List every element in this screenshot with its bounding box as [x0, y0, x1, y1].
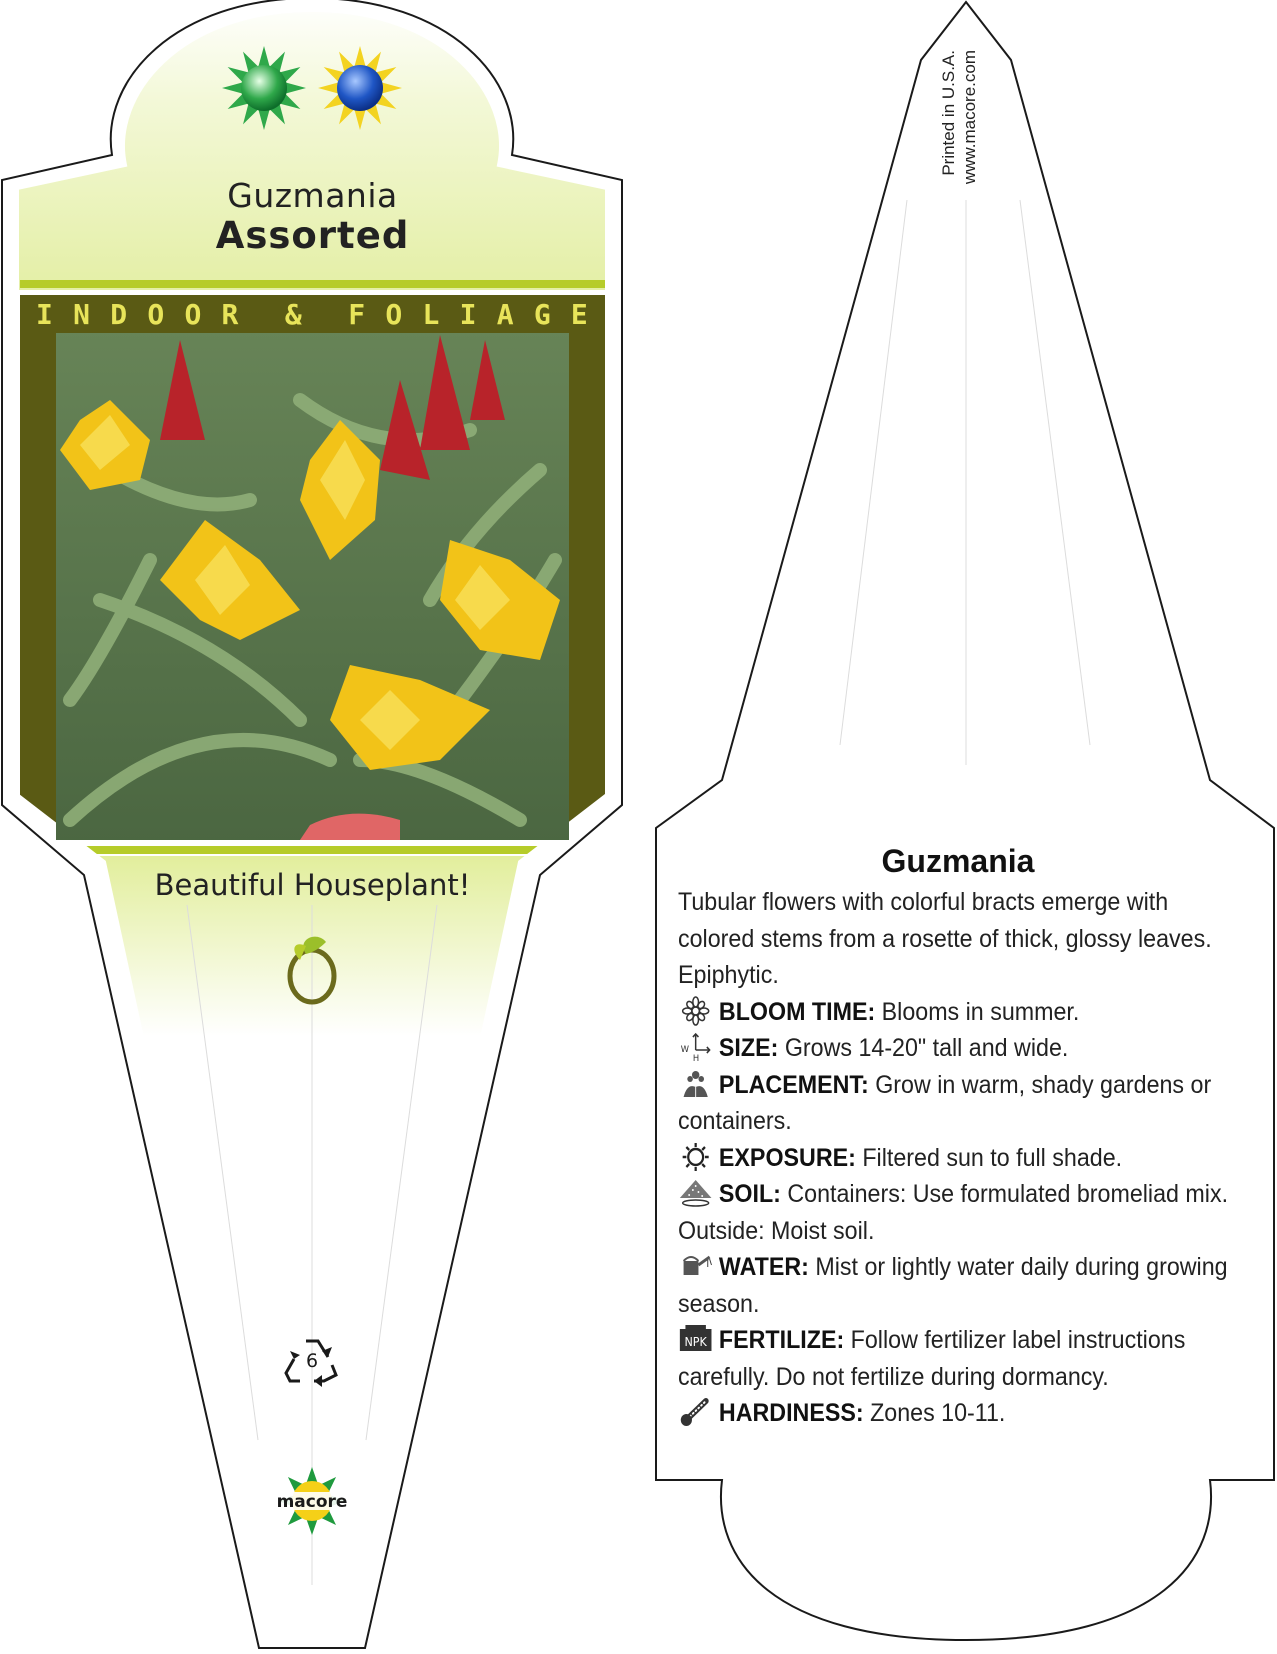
care-row-hardiness [678, 1395, 1236, 1432]
website-text: www.macore.com [960, 50, 979, 185]
plant-description: Tubular flowers with colorful bracts emerge with colored stems from a rosette of thick, glossy leaves. Epiphytic. [678, 888, 1212, 989]
category-letter: N [73, 297, 90, 331]
category-letter: I [36, 297, 53, 331]
care-label: WATER: [718, 1253, 809, 1281]
category-letter: R [221, 297, 239, 331]
care-value: Grow in warm, shady gardens or containers. [678, 1070, 1212, 1135]
care-value: Zones 10-11. [870, 1399, 1006, 1427]
care-value: Filtered sun to full shade. [862, 1143, 1123, 1172]
recycle-number: 6 [305, 1350, 319, 1372]
care-instructions [678, 843, 1238, 1432]
macore-logo [274, 1467, 350, 1535]
soil-icon [678, 1178, 713, 1208]
category-letter [322, 298, 328, 331]
category-letter: & [284, 297, 302, 331]
category-letter: I [459, 297, 477, 331]
flower-icon [678, 996, 713, 1026]
thermometer-icon [678, 1397, 713, 1427]
care-label: BLOOM TIME: [718, 997, 876, 1026]
care-row-placement [678, 1067, 1236, 1140]
care-text [678, 884, 1236, 1432]
care-value: Mist or lightly water daily during growing season. [678, 1253, 1228, 1318]
care-row-exposure [678, 1140, 1236, 1177]
care-value: Follow fertilizer label instructions carefully. Do not fertilize during dormancy. [678, 1326, 1186, 1391]
care-label: FERTILIZE: [718, 1326, 845, 1354]
care-label: PLACEMENT: [718, 1070, 869, 1099]
care-value: Containers: Use formulated bromeliad mix. Outside: Moist soil. [678, 1180, 1229, 1245]
placement-icon [678, 1069, 713, 1099]
category-letter: O [385, 297, 403, 331]
category-banner [22, 296, 602, 332]
care-value: Grows 14-20" tall and wide. [784, 1034, 1069, 1062]
category-letter: O [184, 297, 202, 331]
category-letter: F [348, 297, 366, 331]
tagline: Beautiful Houseplant! [154, 868, 471, 902]
care-row-bloom [678, 994, 1236, 1031]
category-letter: L [422, 297, 440, 331]
care-row-size [678, 1030, 1236, 1067]
category-letter: A [496, 297, 514, 331]
category-letter: G [533, 297, 551, 331]
plant-variety-title: Assorted [215, 214, 410, 257]
category-letter: O [147, 297, 165, 331]
plant-name-heading: Guzmania [881, 843, 1035, 879]
category-letter: D [110, 297, 128, 331]
care-label: EXPOSURE: [718, 1143, 856, 1172]
category-letter [259, 298, 265, 331]
printer-info [938, 50, 978, 230]
care-row-soil [678, 1176, 1236, 1249]
size-icon [678, 1032, 713, 1062]
care-row-fertilize [678, 1322, 1236, 1395]
care-value: Blooms in summer. [881, 997, 1080, 1026]
printed-in-text: Printed in U.S.A. [939, 50, 958, 176]
care-label: SIZE: [718, 1034, 779, 1062]
svg-text:macore: macore [276, 1492, 348, 1512]
care-label: HARDINESS: [718, 1399, 864, 1427]
plant-photo [56, 333, 569, 840]
care-label: SOIL: [718, 1180, 781, 1208]
watering-can-icon [678, 1251, 713, 1281]
sun-icon [678, 1142, 713, 1172]
svg-text:H: H [692, 1053, 700, 1062]
category-letter: E [570, 297, 588, 331]
svg-text:W: W [680, 1044, 690, 1056]
plant-genus-title: Guzmania [227, 176, 398, 215]
npk-icon [678, 1324, 713, 1354]
npk-text: NPK [684, 1334, 707, 1350]
care-row-water [678, 1249, 1236, 1322]
